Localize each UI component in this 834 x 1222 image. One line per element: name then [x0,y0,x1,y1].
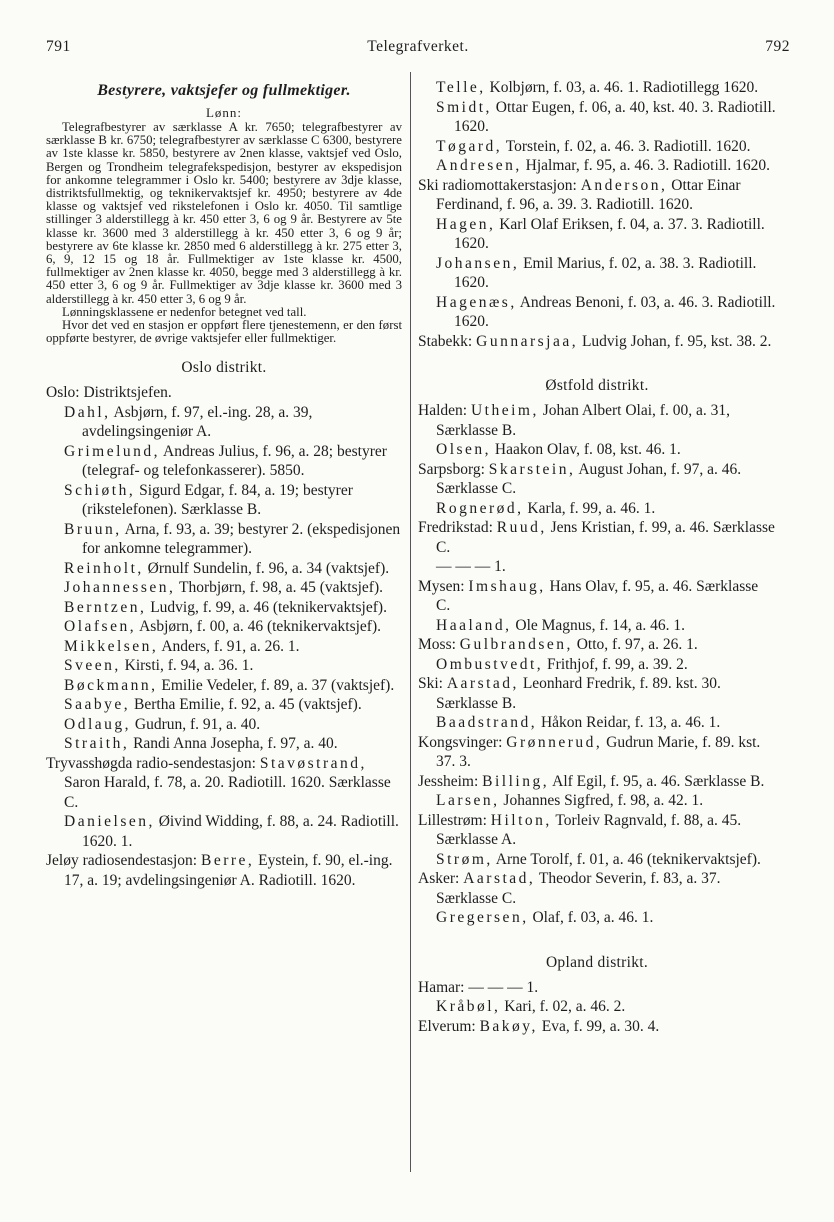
list-item: Bruun, Arna, f. 93, a. 39; bestyrer 2. (ekspedisjonen for ankomne telegrammer). [64,520,401,558]
list-item: Jessheim: Billing, Alf Egil, f. 95, a. 46. Særklasse B. [418,772,765,790]
list-item: Sveen, Kirsti, f. 94, a. 36. 1. [64,657,254,675]
list-item: Halden: Utheim, Johan Albert Olai, f. 00, a. 31, Særklasse B. [418,402,730,439]
list-item: Baadstrand, Håkon Reidar, f. 13, a. 46. 1. [436,714,721,731]
list-item: Strøm, Arne Torolf, f. 01, a. 46 (teknikervaktsjef). [436,850,761,868]
list-item: Elverum: Bakøy, Eva, f. 99, a. 30. 4. [418,1017,660,1035]
list-item: Hagen, Karl Olaf Eriksen, f. 04, a. 37. 3. Radiotill. 1620. [436,215,765,252]
oslo-first-line: Oslo: Distriktsjefen. [46,384,172,402]
pay-paragraph: Lønningsklassene er nedenfor betegnet ved tall. [62,304,307,319]
opland-entries [418,978,776,1037]
list-item: Mikkelsen, Anders, f. 91, a. 26. 1. [64,637,300,655]
list-item: Ski radiomottakerstasjon: Anderson, Ottar Einar Ferdinand, f. 96, a. 39. 3. Radiotill. 1620. [418,176,741,213]
list-item: Johansen, Emil Marius, f. 02, a. 38. 3. Radiotill. 1620. [436,254,757,291]
oslo-heading: Oslo distrikt. [181,359,267,377]
list-item: Fredrikstad: Ruud, Jens Kristian, f. 99, a. 46. Særklasse C. [418,519,775,556]
list-item: Mysen: Imshaug, Hans Olav, f. 95, a. 46. Særklasse C. [418,577,759,614]
list-item: Tryvasshøgda radio-sendestasjon: Stavøstrand, Saron Harald, f. 78, a. 20. Radiotill. 1620. Særklasse C. [46,754,391,811]
list-item: Jeløy radiosendestasjon: Berre, Eystein, f. 90, el.-ing. 17, a. 19; avdelingsingeniør A. Radiotill. 1620. [46,852,393,889]
list-item: Olafsen, Asbjørn, f. 00, a. 46 (teknikervaktsjef). [64,618,382,636]
list-item: Schiøth, Sigurd Edgar, f. 84, a. 19; bestyrer (rikstelefonen). Særklasse B. [64,481,353,519]
list-item: Ski: Aarstad, Leonhard Fredrik, f. 89. kst. 30. Særklasse B. [418,675,721,712]
list-item: Saabye, Bertha Emilie, f. 92, a. 45 (vaktsjef). [64,696,362,714]
right-page-number: 792 [765,38,790,55]
list-item: Johannessen, Thorbjørn, f. 98, a. 45 (vaktsjef). [64,579,383,597]
list-item: Rognerød, Karla, f. 99, a. 46. 1. [436,499,656,517]
list-item: Moss: Gulbrandsen, Otto, f. 97, a. 26. 1. [418,636,698,653]
ski-entries [418,215,776,332]
list-item: Gregersen, Olaf, f. 03, a. 46. 1. [436,909,654,926]
list-item: Larsen, Johannes Sigfred, f. 98, a. 42. 1. [436,792,704,809]
ostfold-heading: Østfold distrikt. [545,377,649,394]
right-column [418,78,776,1036]
list-item: Bøckmann, Emilie Vedeler, f. 89, a. 37 (vaktsjef). [64,676,395,694]
list-item: — — — 1. [436,558,506,575]
left-page-number: 791 [46,38,71,55]
list-item: Hagenæs, Andreas Benoni, f. 03, a. 46. 3. Radiotill. 1620. [436,293,776,330]
list-item: Grimelund, Andreas Julius, f. 96, a. 28; bestyrer (telegraf- og telefonkasserer). 5850. [64,442,387,480]
list-item: Stabekk: Gunnarsjaa, Ludvig Johan, f. 95, kst. 38. 2. [418,332,772,350]
list-item: Kongsvinger: Grønnerud, Gudrun Marie, f. 89. kst. 37. 3. [418,733,761,770]
list-item: Olsen, Haakon Olav, f. 08, kst. 46. 1. [436,441,681,458]
column-divider [410,72,411,1172]
list-item: Odlaug, Gudrun, f. 91, a. 40. [64,715,261,733]
list-item: Haaland, Ole Magnus, f. 14, a. 46. 1. [436,616,686,634]
list-item: Berntzen, Ludvig, f. 99, a. 46 (teknikervaktsjef). [64,598,387,616]
list-item: Ombustvedt, Frithjof, f. 99, a. 39. 2. [436,655,688,673]
radio-entries [418,78,776,176]
list-item: Straith, Randi Anna Josepha, f. 97, a. 40. [64,735,338,753]
list-item: Sarpsborg: Skarstein, August Johan, f. 97, a. 46. Særklasse C. [418,460,742,497]
lonn-heading: Lønn: [205,105,243,120]
list-item: Kråbøl, Kari, f. 02, a. 46. 2. [436,998,626,1015]
list-item: Hamar: — — — 1. [418,978,539,996]
list-item: Lillestrøm: Hilton, Torleiv Ragnvald, f. 88, a. 45. Særklasse A. [418,811,742,848]
pay-paragraph: Telegrafbestyrer av særklasse A kr. 7650; telegrafbestyrer av særklasse B kr. 6750; telegrafbestyrer av særklasse C 6300, bestyrere av 1ste klasse kr. 5850, bestyrere av 2nen klasse, vaktsjef ved Oslo, Bergen og Trondheim telegrafekspedisjon, bestyrer av ekspedisjon for ankomne telegrammer i Oslo kr. 5400; bestyrere av 3dje klasse, distriktsfullmektig, og teknikervaktsjef kr. 4950; bestyrere av 4de klasse og vaktsjef ved rikstelefonen i Oslo kr. 4050. Til samtlige stillinger 3 alderstillegg à kr. 450 etter 3, 6 og 9 år. Bestyrere av 5te klasse kr. 3600 med 3 alderstillegg à kr. 450 etter 3, 6 og 9 år; bestyrere av 6te klasse kr. 2850 med 6 alderstillegg à kr. 275 etter 3, 6, 9, 12 15 og 18 år. Fullmektiger av 1ste klasse kr. 4500, fullmektiger av 2nen klasse kr. 4050, begge med 3 alderstillegg à kr. 450 etter 3, 6 og 9 år. Fullmektiger av 3dje klasse kr. 3600 med 3 alderstillegg à kr. 450 etter 3, 6 og 9 år. [46,120,402,306]
ostfold-entries [418,401,776,928]
list-item: Reinholt, Ørnulf Sundelin, f. 96, a. 34 (vaktsjef). [64,559,390,577]
page-header [46,38,790,56]
list-item: Tøgard, Torstein, f. 02, a. 46. 3. Radiotill. 1620. [436,137,751,155]
list-item: Andresen, Hjalmar, f. 95, a. 46. 3. Radiotill. 1620. [436,157,770,174]
section-heading: Bestyrere, vaktsjefer og fullmektiger. [97,82,351,99]
left-column [46,78,402,890]
list-item: Danielsen, Øivind Widding, f. 88, a. 24. Radiotill. 1620. 1. [64,813,399,850]
list-item: Smidt, Ottar Eugen, f. 06, a. 40, kst. 40. 3. Radiotill. 1620. [436,98,776,135]
list-item: Dahl, Asbjørn, f. 97, el.-ing. 28, a. 39, avdelingsingeniør A. [64,403,313,441]
list-item: Telle, Kolbjørn, f. 03, a. 46. 1. Radiotillegg 1620. [436,79,759,96]
pay-paragraph: Hvor det ved en stasjon er oppført flere tjenestemenn, er den først oppførte bestyrer, de øvrige vaktsjefer eller fullmektiger. [46,318,402,346]
running-title: Telegrafverket. [367,38,469,55]
oslo-entries [46,403,402,754]
opland-heading: Opland distrikt. [545,953,649,971]
list-item: Asker: Aarstad, Theodor Severin, f. 83, a. 37. Særklasse C. [418,870,721,907]
